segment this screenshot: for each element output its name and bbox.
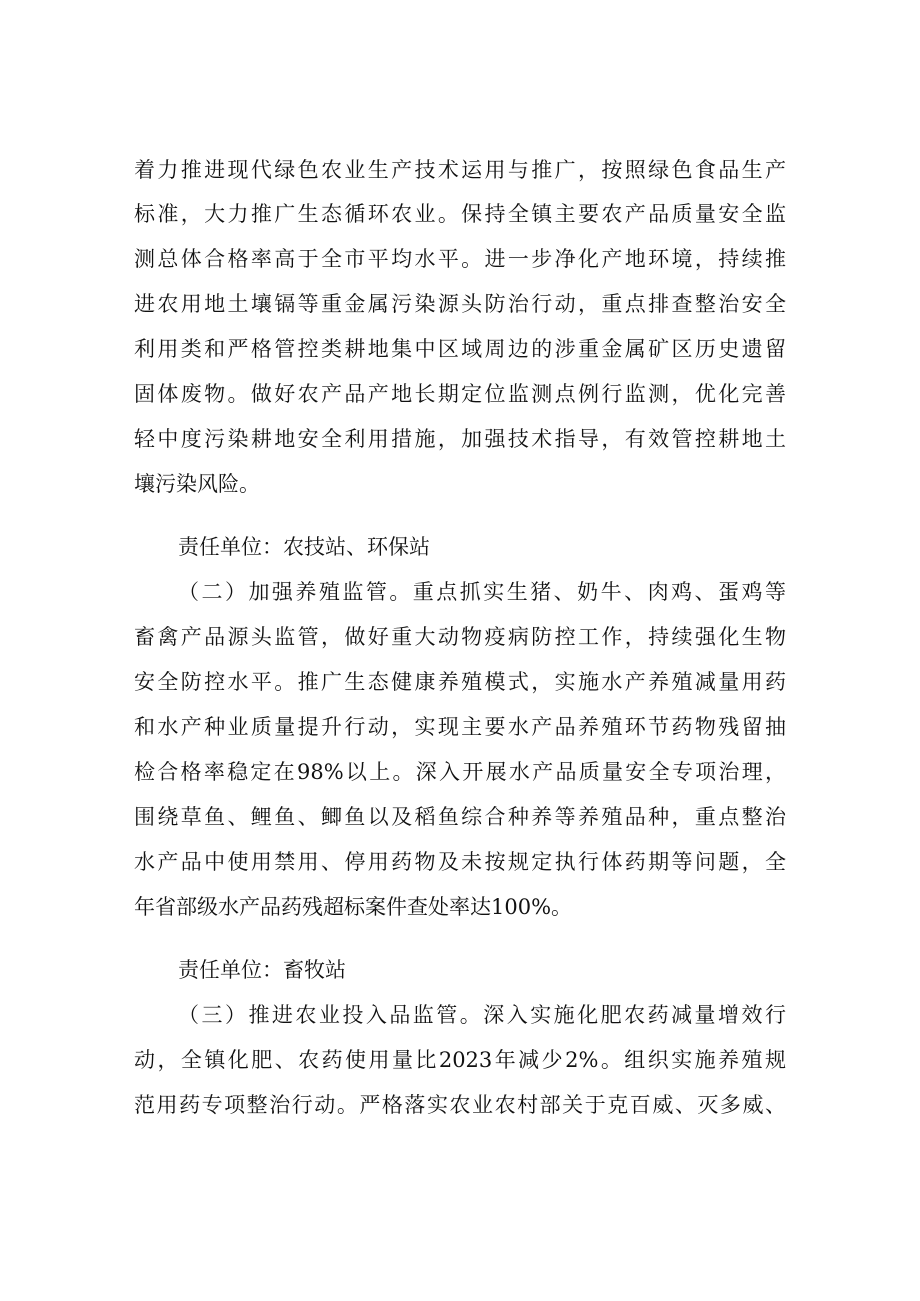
paragraph-line: 范用药专项整治行动。严格落实农业农村部关于克百威、灭多威、: [134, 1093, 786, 1117]
paragraph-line: 壤污染风险。: [134, 472, 260, 496]
paragraph-line: 轻中度污染耕地安全利用措施，加强技术指导，有效管控耕地土: [134, 427, 786, 451]
paragraph-line: 利用类和严格管控类耕地集中区域周边的涉重金属矿区历史遗留: [134, 337, 786, 361]
responsible-unit: 责任单位：畜牧站: [178, 958, 346, 982]
paragraph-line: 安全防控水平。推广生态健康养殖模式，实施水产养殖减量用药: [134, 670, 786, 694]
paragraph-line: 年省部级水产品药残超标案件查处率达100%。: [134, 895, 573, 919]
section-heading-line: （三）推进农业投入品监管。深入实施化肥农药减量增效行: [178, 1003, 786, 1027]
paragraph-line: 畜禽产品源头监管，做好重大动物疫病防控工作，持续强化生物: [134, 625, 786, 649]
paragraph-line: 固体废物。做好农产品产地长期定位监测点例行监测，优化完善: [134, 382, 786, 406]
paragraph-line: 检合格率稳定在98%以上。深入开展水产品质量安全专项治理，: [134, 760, 786, 784]
paragraph-line: 围绕草鱼、鲤鱼、鲫鱼以及稻鱼综合种养等养殖品种，重点整治: [134, 805, 786, 829]
paragraph-line: 着力推进现代绿色农业生产技术运用与推广，按照绿色食品生产: [134, 158, 786, 182]
paragraph-line: 标准，大力推广生态循环农业。保持全镇主要农产品质量安全监: [134, 202, 786, 226]
paragraph-line: 进农用地土壤镉等重金属污染源头防治行动，重点排查整治安全: [134, 292, 786, 316]
paragraph-line: 和水产种业质量提升行动，实现主要水产品养殖环节药物残留抽: [134, 715, 786, 739]
section-heading-line: （二）加强养殖监管。重点抓实生猪、奶牛、肉鸡、蛋鸡等: [178, 580, 786, 604]
responsible-unit: 责任单位：农技站、环保站: [178, 535, 430, 559]
paragraph-line: 动，全镇化肥、农药使用量比2023年减少2%。组织实施养殖规: [134, 1048, 786, 1072]
paragraph-line: 水产品中使用禁用、停用药物及未按规定执行体药期等问题，全: [134, 850, 786, 874]
paragraph-line: 测总体合格率高于全市平均水平。进一步净化产地环境，持续推: [134, 247, 786, 271]
